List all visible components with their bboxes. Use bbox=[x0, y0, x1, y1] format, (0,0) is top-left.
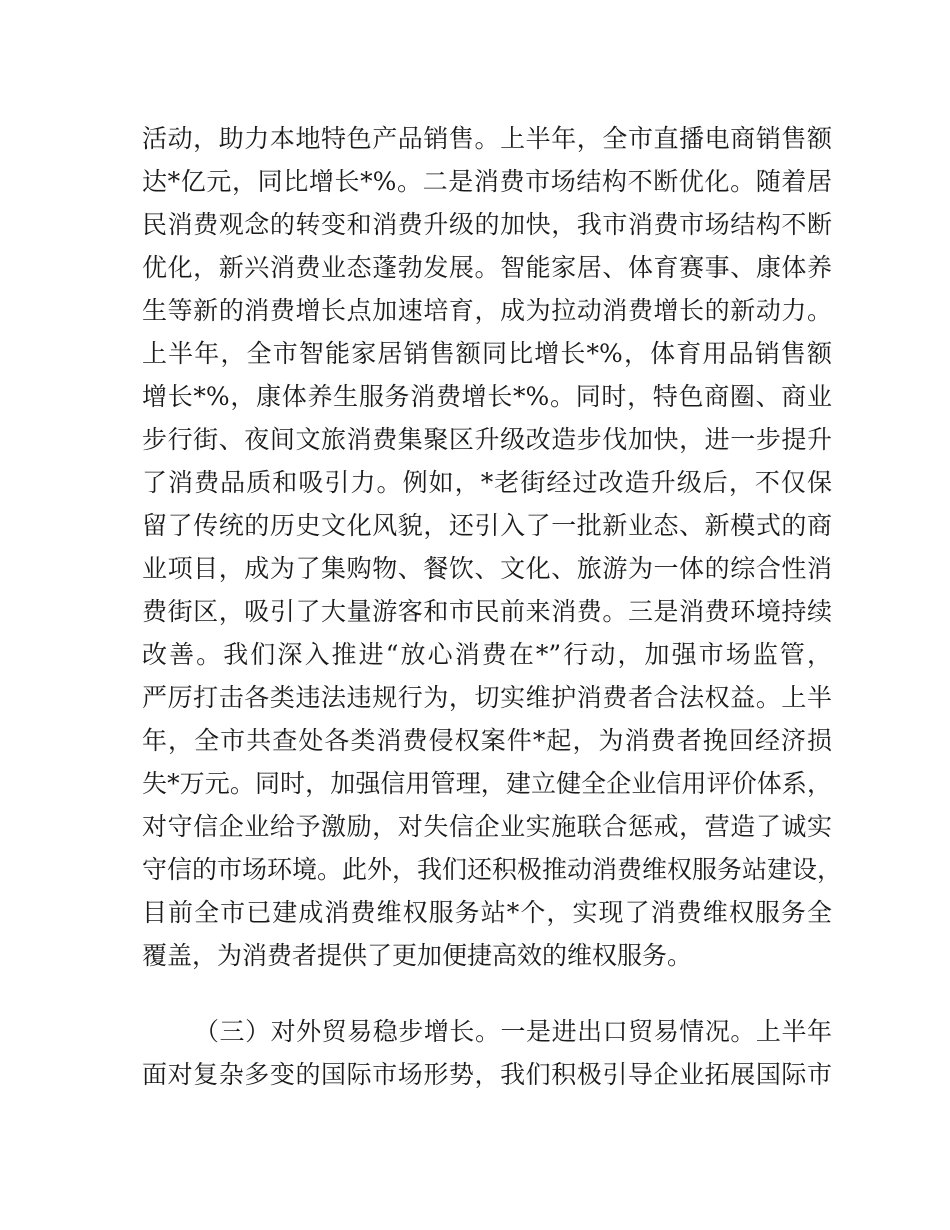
text-line: 留了传统的历史文化风貌，还引入了一批新业态、新模式的商 bbox=[142, 511, 832, 540]
text-line: 对守信企业给予激励，对失信企业实施联合惩戒，营造了诚实 bbox=[142, 812, 832, 841]
text-line-heading: （三）对外贸易稳步增长。一是进出口贸易情况。上半年 bbox=[194, 1017, 832, 1046]
paragraph-consumer-market bbox=[142, 117, 843, 977]
text-line: 年，全市共查处各类消费侵权案件*起，为消费者挽回经济损 bbox=[142, 726, 832, 755]
text-line: 业项目，成为了集购物、餐饮、文化、旅游为一体的综合性消 bbox=[142, 554, 832, 583]
text-line: 步行街、夜间文旅消费集聚区升级改造步伐加快，进一步提升 bbox=[142, 425, 832, 454]
text-line: 费街区，吸引了大量游客和市民前来消费。三是消费环境持续 bbox=[142, 597, 832, 626]
text-line: 达*亿元，同比增长*%。二是消费市场结构不断优化。随着居 bbox=[142, 167, 832, 196]
text-line: 目前全市已建成消费维权服务站*个，实现了消费维权服务全 bbox=[142, 898, 832, 927]
text-line: 改善。我们深入推进“放心消费在*”行动，加强市场监管， bbox=[142, 640, 832, 669]
text-line: 覆盖，为消费者提供了更加便捷高效的维权服务。 bbox=[142, 941, 693, 970]
text-line: 增长*%，康体养生服务消费增长*%。同时，特色商圈、商业 bbox=[142, 382, 832, 411]
paragraph-foreign-trade bbox=[142, 1010, 832, 1096]
text-line: 上半年，全市智能家居销售额同比增长*%，体育用品销售额 bbox=[142, 339, 832, 368]
text-line: 活动，助力本地特色产品销售。上半年，全市直播电商销售额 bbox=[142, 124, 832, 153]
text-line: 面对复杂多变的国际市场形势，我们积极引导企业拓展国际市 bbox=[142, 1060, 832, 1089]
text-line: 严厉打击各类违法违规行为，切实维护消费者合法权益。上半 bbox=[142, 683, 832, 712]
text-line: 生等新的消费增长点加速培育，成为拉动消费增长的新动力。 bbox=[142, 296, 832, 325]
text-line: 了消费品质和吸引力。例如，*老街经过改造升级后，不仅保 bbox=[142, 468, 832, 497]
text-line: 优化，新兴消费业态蓬勃发展。智能家居、体育赛事、康体养 bbox=[142, 253, 832, 282]
text-line: 失*万元。同时，加强信用管理，建立健全企业信用评价体系， bbox=[142, 769, 832, 798]
text-line: 民消费观念的转变和消费升级的加快，我市消费市场结构不断 bbox=[142, 210, 832, 239]
text-line: 守信的市场环境。此外，我们还积极推动消费维权服务站建设， bbox=[142, 855, 843, 884]
